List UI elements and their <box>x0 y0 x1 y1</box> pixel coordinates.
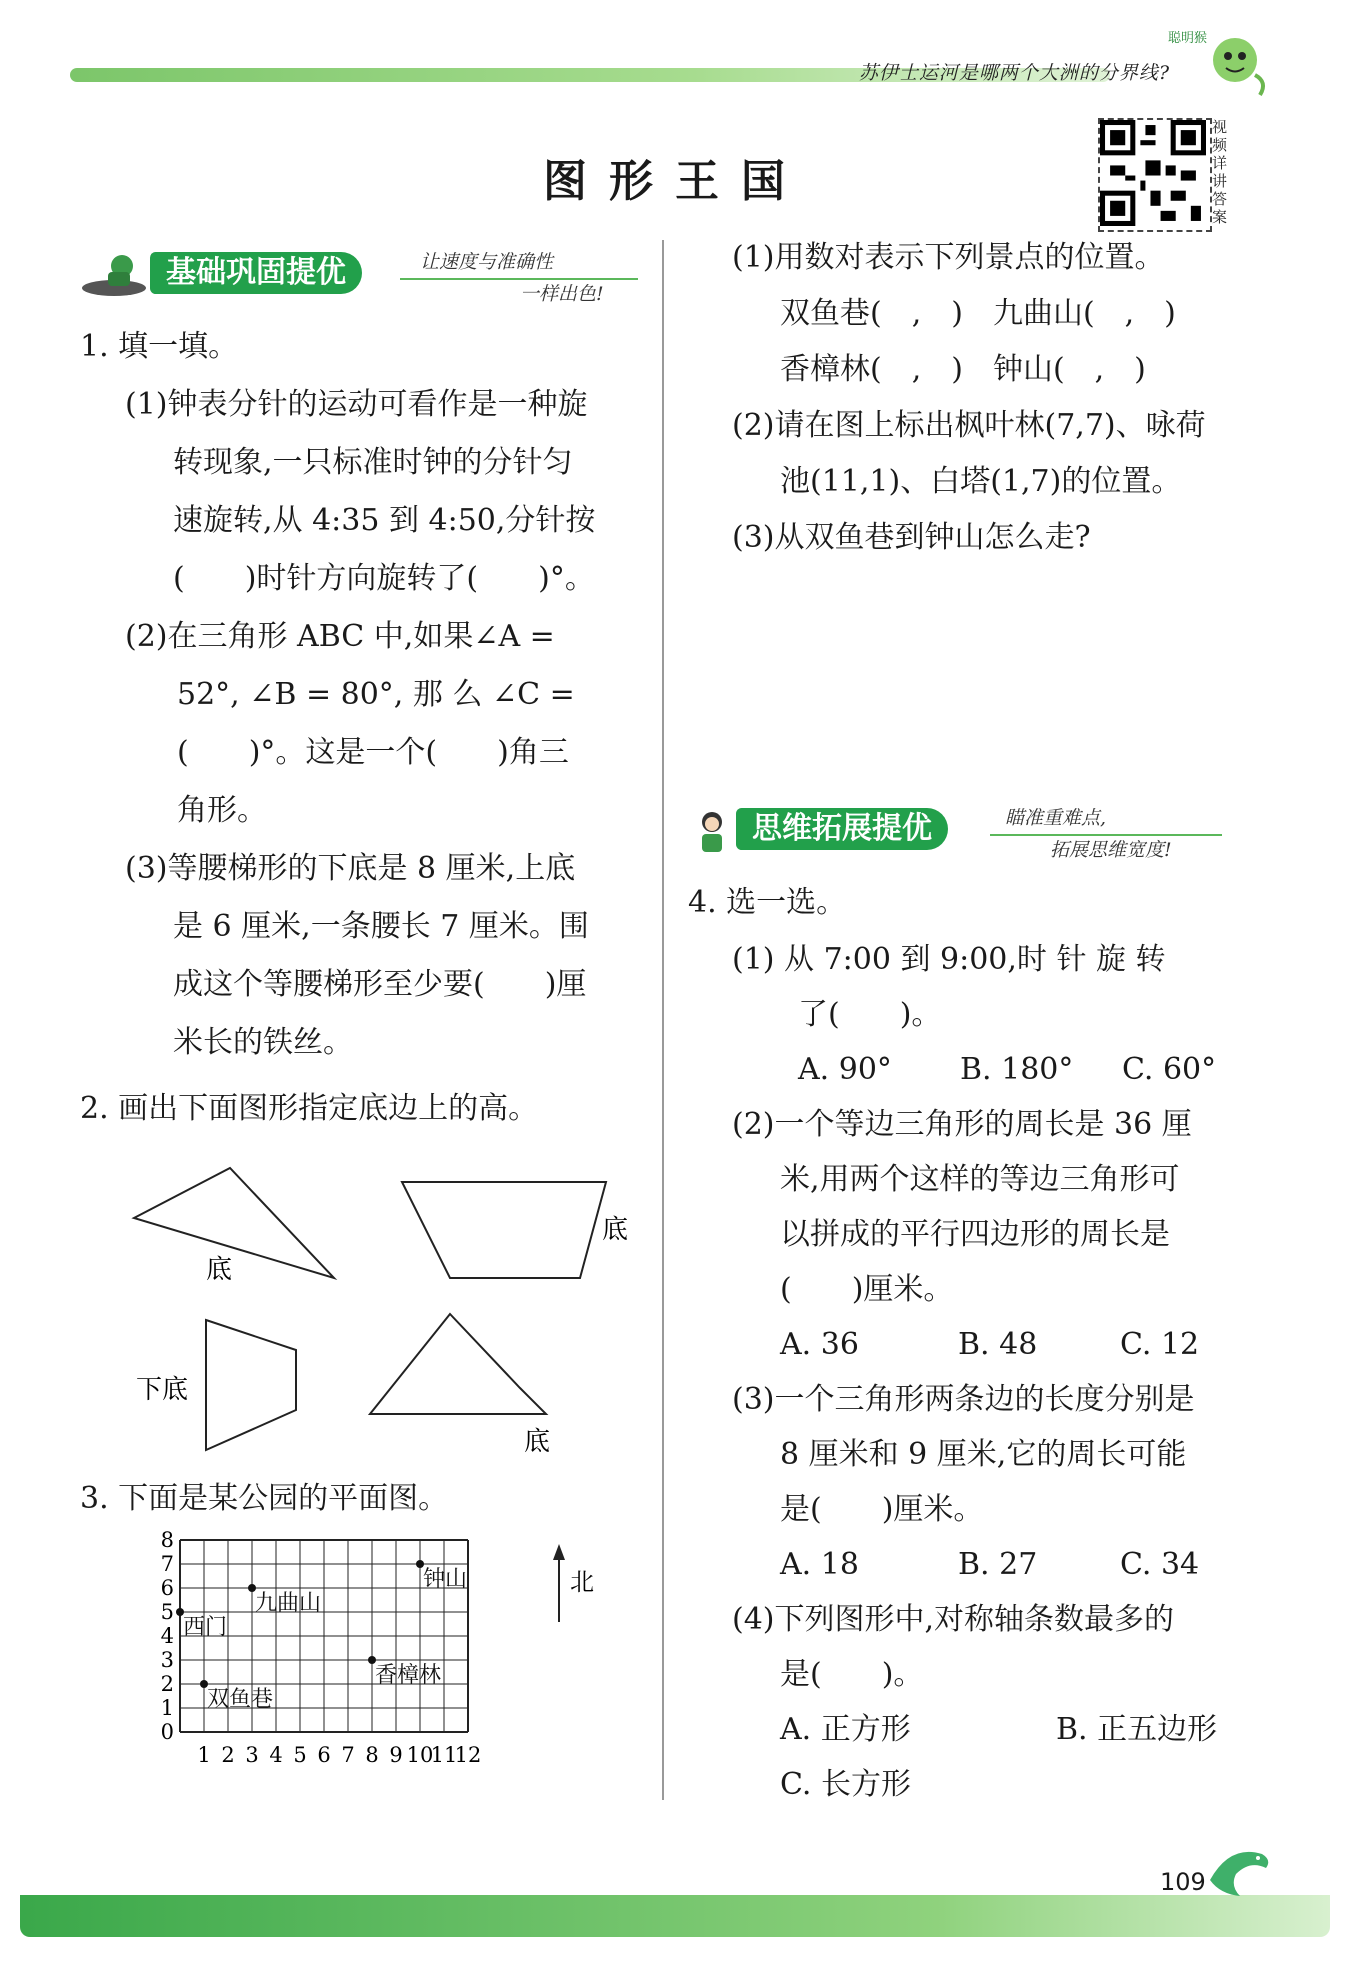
q3-part: 池(11,1)、白塔(1,7)的位置。 <box>780 464 1182 499</box>
q4-line: (3)一个三角形两条边的长度分别是 <box>732 1382 1195 1417</box>
map-point-label: 香樟林 <box>375 1663 442 1688</box>
x-tick-label: 9 <box>389 1743 403 1767</box>
x-tick-label: 4 <box>269 1743 283 1767</box>
q3-part: (2)请在图上标出枫叶林(7,7)、咏荷 <box>732 408 1206 443</box>
parallelogram <box>402 1182 606 1278</box>
q4-options <box>732 1702 1252 1757</box>
option-c[interactable]: C. 60° <box>1122 1052 1217 1087</box>
q1-line: 52°, ∠B = 80°, 那 么 ∠C = <box>177 677 575 712</box>
shape-label: 下底 <box>136 1375 189 1405</box>
q1-line: ( )°。这是一个( )角三 <box>177 735 569 770</box>
map-point-label: 双鱼巷 <box>207 1687 274 1712</box>
option-b[interactable]: B. 48 <box>958 1327 1038 1362</box>
section-note-basic-1: 让速度与准确性 <box>420 251 554 273</box>
q4-body <box>732 932 1252 1812</box>
triangle-acute <box>370 1314 546 1414</box>
y-tick-label: 7 <box>160 1552 174 1576</box>
section-badge-extend: 思维拓展提优 <box>736 808 948 850</box>
q1-line: 速旋转,从 4:35 到 4:50,分针按 <box>173 503 596 538</box>
triangle-obtuse <box>134 1168 334 1278</box>
q4-line: ( )厘米。 <box>780 1272 954 1307</box>
q1-line: ( )时针方向旋转了( )°。 <box>173 561 595 596</box>
q1-line: (1)钟表分针的运动可看作是一种旋 <box>125 387 588 422</box>
q3-part: 双鱼巷( , ) 九曲山( , ) <box>780 296 1176 331</box>
q2-shapes <box>120 1150 640 1470</box>
header-question: 苏伊士运河是哪两个大洲的分界线? <box>858 62 1170 84</box>
y-tick-label: 4 <box>160 1624 174 1648</box>
option-c[interactable]: C. 34 <box>1120 1547 1200 1582</box>
section-note-extend-2: 拓展思维宽度! <box>1050 839 1172 861</box>
map-point-label: 西门 <box>183 1615 228 1640</box>
north-label: 北 <box>570 1568 594 1596</box>
x-tick-label: 2 <box>221 1743 235 1767</box>
q4-options <box>732 1537 1252 1592</box>
y-tick-label: 8 <box>160 1530 174 1552</box>
shape-label: 底 <box>206 1255 233 1285</box>
section-underline <box>990 834 1222 836</box>
q1-line: 转现象,一只标准时钟的分针匀 <box>173 445 573 480</box>
dolphin-icon <box>1200 1840 1280 1904</box>
q3-parts <box>732 230 1252 566</box>
shape-label: 底 <box>602 1215 629 1245</box>
option-c[interactable]: C. 长方形 <box>780 1767 911 1802</box>
y-tick-label: 2 <box>160 1672 174 1696</box>
option-b[interactable]: B. 180° <box>960 1052 1074 1087</box>
section-note-extend-1: 瞄准重难点, <box>1005 807 1107 829</box>
q4-line: 是( )。 <box>780 1657 924 1692</box>
q1-line: 成这个等腰梯形至少要( )厘 <box>173 967 587 1002</box>
section-badge-basic: 基础巩固提优 <box>150 252 362 294</box>
q3-part: 香樟林( , ) 钟山( , ) <box>780 352 1146 387</box>
q4-line: 以拼成的平行四边形的周长是 <box>780 1217 1170 1252</box>
option-a[interactable]: A. 90° <box>798 1052 892 1087</box>
q1-line: 米长的铁丝。 <box>173 1025 353 1060</box>
x-tick-label: 11 <box>430 1743 458 1767</box>
q4-line: 8 厘米和 9 厘米,它的周长可能 <box>780 1437 1187 1472</box>
boy-mascot-icon <box>78 250 150 298</box>
map-point-label: 九曲山 <box>255 1591 322 1616</box>
x-tick-label: 1 <box>197 1743 211 1767</box>
q3-heading: 3. 下面是某公园的平面图。 <box>80 1481 449 1516</box>
x-tick-label: 5 <box>293 1743 307 1767</box>
monkey-mascot-icon <box>1160 20 1270 100</box>
option-b[interactable]: B. 27 <box>958 1547 1038 1582</box>
map-point-label: 钟山 <box>423 1567 468 1592</box>
q1-heading: 1. 填一填。 <box>80 329 239 364</box>
y-tick-label: 5 <box>160 1600 174 1624</box>
q4-line: (2)一个等边三角形的周长是 36 厘 <box>732 1107 1192 1142</box>
column-divider <box>662 240 664 1800</box>
q4-options <box>732 1757 1252 1812</box>
q4-options <box>732 1317 1252 1372</box>
x-tick-label: 10 <box>406 1743 434 1767</box>
x-tick-label: 7 <box>341 1743 355 1767</box>
x-tick-label: 3 <box>245 1743 259 1767</box>
x-tick-label: 6 <box>317 1743 331 1767</box>
q1-body <box>125 376 645 1072</box>
y-tick-label: 6 <box>160 1576 174 1600</box>
q4-options <box>732 1042 1252 1097</box>
y-tick-label: 0 <box>160 1720 174 1744</box>
x-tick-label: 8 <box>365 1743 379 1767</box>
q4-line: 是( )厘米。 <box>780 1492 984 1527</box>
q4-line: (4)下列图形中,对称轴条数最多的 <box>732 1602 1175 1637</box>
q1-line: (3)等腰梯形的下底是 8 厘米,上底 <box>125 851 576 886</box>
q1-line: 角形。 <box>177 793 267 828</box>
option-a[interactable]: A. 18 <box>780 1547 859 1582</box>
page-title: 图形王国 <box>543 156 807 207</box>
section-underline <box>400 278 638 280</box>
q1-line: 是 6 厘米,一条腰长 7 厘米。围 <box>173 909 589 944</box>
q4-line: 了( )。 <box>798 997 942 1032</box>
q4-heading: 4. 选一选。 <box>688 885 847 920</box>
mascot-text: 聪明猴 <box>1168 31 1208 46</box>
section-note-basic-2: 一样出色! <box>520 283 604 305</box>
q3-part: (3)从双鱼巷到钟山怎么走? <box>732 520 1091 555</box>
y-tick-label: 1 <box>160 1696 174 1720</box>
trapezoid <box>206 1320 296 1450</box>
girl-mascot-icon <box>690 808 734 860</box>
bottom-green-bar <box>20 1895 1330 1937</box>
option-a[interactable]: A. 36 <box>780 1327 859 1362</box>
park-grid-map <box>160 1530 630 1820</box>
option-c[interactable]: C. 12 <box>1120 1327 1200 1362</box>
option-a[interactable]: A. 正方形 <box>780 1712 911 1747</box>
q3-part: (1)用数对表示下列景点的位置。 <box>732 240 1165 275</box>
page-number: 109 <box>1160 1868 1206 1896</box>
north-arrowhead-icon <box>553 1544 565 1560</box>
option-b[interactable]: B. 正五边形 <box>1056 1712 1218 1747</box>
q4-line: (1) 从 7:00 到 9:00,时 针 旋 转 <box>732 942 1166 977</box>
shape-label: 底 <box>524 1427 551 1457</box>
x-tick-label: 12 <box>454 1743 482 1767</box>
qr-label: 视频详讲答案 <box>1212 118 1228 226</box>
q1-line: (2)在三角形 ABC 中,如果∠A = <box>125 619 555 654</box>
q2-heading: 2. 画出下面图形指定底边上的高。 <box>80 1091 539 1126</box>
y-tick-label: 3 <box>160 1648 174 1672</box>
q4-line: 米,用两个这样的等边三角形可 <box>780 1162 1180 1197</box>
